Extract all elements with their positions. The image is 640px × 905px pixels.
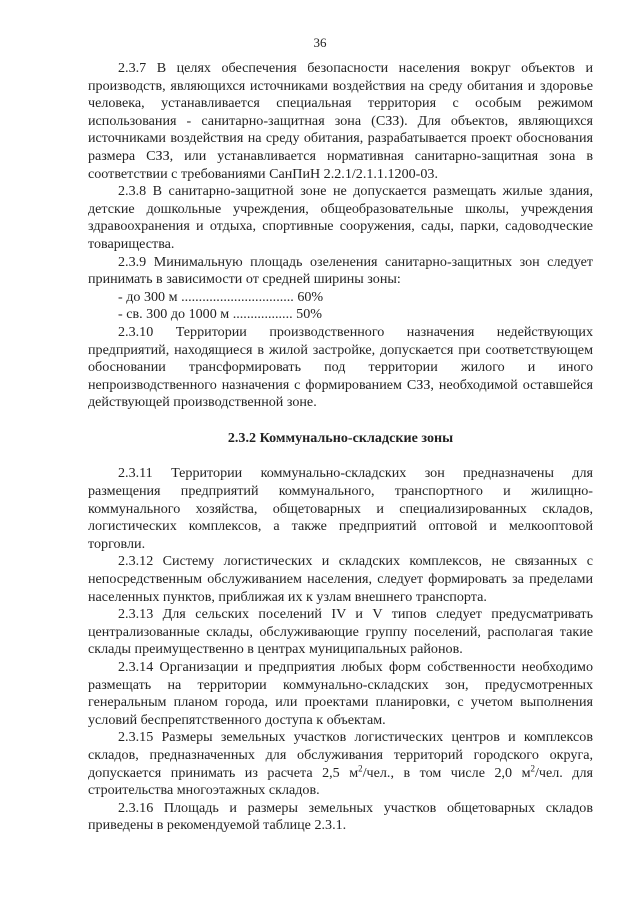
- paragraph-2-3-16: 2.3.16 Площадь и размеры земельных участков общетоварных складов приведены в рекомендуемой таблице 2.3.1.: [88, 799, 593, 834]
- paragraph-2-3-7: 2.3.7 В целях обеспечения безопасности населения вокруг объектов и производств, являющихся источниками воздействия на среду обитания и здоровье человека, устанавливается специальная территория с особым режимом использования - санитарно-защитная зона (СЗЗ). Для объектов, являющихся источниками воздействия на среду обитания, разрабатывается проект обоснования размера СЗЗ, или устанавливается нормативная санитарно-защитная зона в соответствии с требованиями СанПиН 2.2.1/2.1.1.1200-03.: [88, 60, 593, 182]
- paragraph-2-3-13: 2.3.13 Для сельских поселений IV и V типов следует предусматривать централизованные склады, обслуживающие группу поселений, располагая такие склады преимущественно в центрах муниципальных районов.: [88, 606, 593, 658]
- list-item-300-to-1000: - св. 300 до 1000 м ................. 50%: [118, 306, 322, 323]
- paragraph-2-3-15-part-b: /чел., в том числе 2,0 м: [362, 764, 531, 781]
- paragraph-2-3-15: [88, 729, 593, 799]
- paragraph-2-3-15-part-a: 2.3.15 Размеры земельных участков логистических центров и комплексов складов, предназначенных для обслуживания территорий городского округа, допускается принимать из расчета 2,5 м: [88, 729, 593, 781]
- list-item-up-to-300: - до 300 м ................................ 60%: [118, 288, 324, 305]
- paragraph-2-3-10: 2.3.10 Территории производственного назначения недействующих предприятий, находящиеся в жилой застройке, допускается при соответствующем обосновании трансформировать под территории жилого и иного непроизводственного назначения с формированием СЗЗ, необходимой оставшейся действующей производственной зоне.: [88, 323, 593, 411]
- page-number: 36: [313, 35, 327, 50]
- superscript-2: 2: [358, 762, 363, 773]
- paragraph-2-3-8: 2.3.8 В санитарно-защитной зоне не допускается размещать жилые здания, детские дошкольные учреждения, общеобразовательные школы, учреждения здравоохранения и отдыха, спортивные сооружения, сады, парки, садоводческие товарищества.: [88, 183, 593, 252]
- superscript-2: 2: [530, 762, 535, 773]
- paragraph-2-3-12: 2.3.12 Систему логистических и складских комплексов, не связанных с непосредственным обслуживанием населения, следует формировать за пределами населенных пунктов, приближая их к узлам внешнего транспорта.: [88, 553, 593, 605]
- paragraph-2-3-11: 2.3.11 Территории коммунально-складских зон предназначены для размещения предприятий коммунального, транспортного и жилищно-коммунального хозяйства, общетоварных и специализированных складов, логистических комплексов, а также предприятий оптовой и мелкооптовой торговли.: [88, 465, 593, 552]
- paragraph-2-3-14: 2.3.14 Организации и предприятия любых форм собственности необходимо размещать на территории коммунально-складских зон, предусмотренных генеральным планом города, или проектами планировки, с учетом выполнения условий беспрепятственного доступа к объектам.: [88, 659, 593, 728]
- section-heading: 2.3.2 Коммунально-складские зоны: [227, 429, 454, 446]
- document-body: [88, 60, 593, 835]
- paragraph-2-3-15-part-c: /чел. для строительства многоэтажных складов.: [88, 764, 593, 799]
- paragraph-2-3-9: 2.3.9 Минимальную площадь озеленения санитарно-защитных зон следует принимать в зависимости от средней ширины зоны:: [88, 253, 593, 288]
